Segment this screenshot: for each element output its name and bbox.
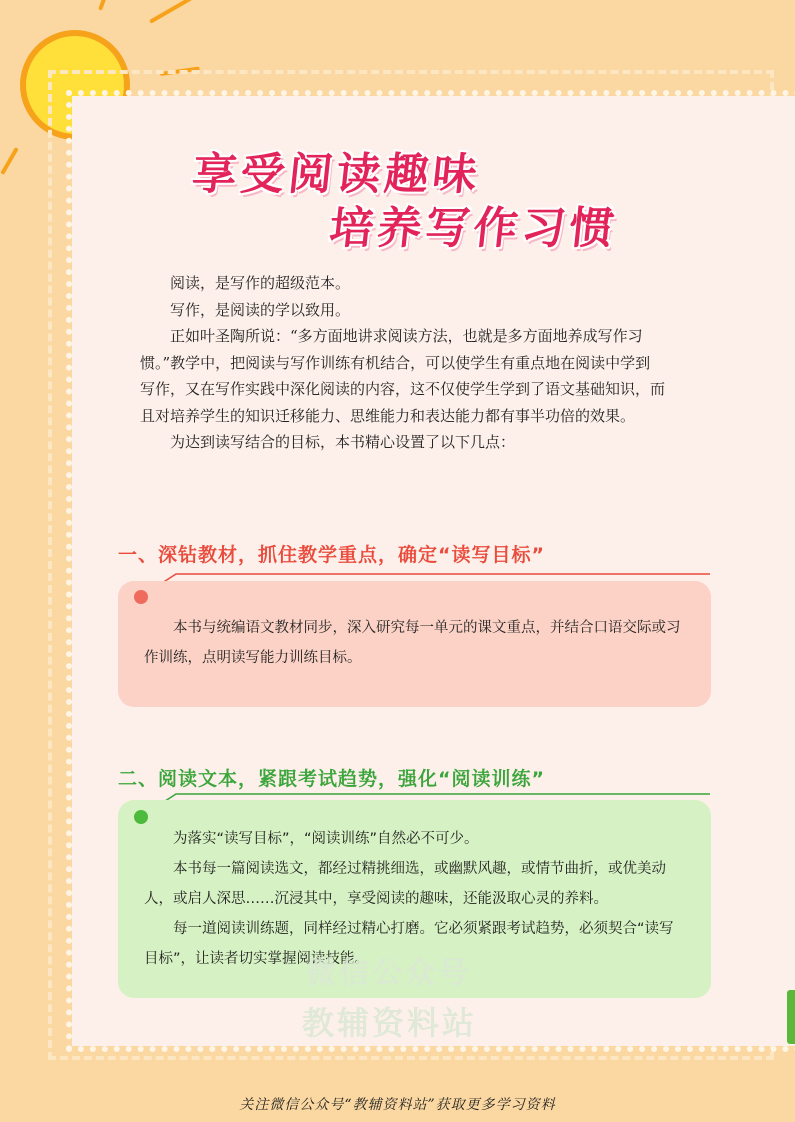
section-2-paragraph: 每一道阅读训练题，同样经过精心打磨。它必须紧跟考试趋势，必须契合“读写目标”，让读者切实掌握阅读技能。 bbox=[144, 921, 674, 967]
section-1-box bbox=[118, 581, 711, 707]
watermark-line-1: 微信公众号 bbox=[306, 956, 471, 991]
watermark-line-2: 教辅资料站 bbox=[302, 1004, 478, 1042]
section-1-heading: 一、深钻教材，抓住教学重点，确定“读写目标” bbox=[118, 544, 545, 566]
footer-note: 关注微信公众号“教辅资料站”获取更多学习资料 bbox=[239, 1097, 556, 1113]
intro-paragraph: 阅读，是写作的超级范本。 bbox=[170, 274, 351, 292]
section-2-paragraph: 为落实“读写目标”，“阅读训练”自然必不可少。 bbox=[173, 831, 479, 847]
sun-ray bbox=[149, 0, 193, 24]
section-2-bullet-dot bbox=[134, 810, 148, 824]
section-2-paragraph: 本书每一篇阅读选文，都经过精挑细选，或幽默风趣，或情节曲折，或优美动人，或启人深思……沉浸其中，享受阅读的趣味，还能汲取心灵的养料。 bbox=[144, 861, 666, 907]
intro-text bbox=[140, 270, 665, 456]
intro-paragraph: 正如叶圣陶所说：“多方面地讲求阅读方法，也就是多方面地养成写作习惯。”教学中，把阅读与写作训练有机结合，可以使学生有重点地在阅读中学到写作，又在写作实践中深化阅读的内容，这不仅使学生学到了语文基础知识，而且对培养学生的知识迁移能力、思维能力和表达能力都有事半功倍的效果。 bbox=[140, 327, 666, 425]
section-2-heading: 二、阅读文本，紧跟考试趋势，强化“阅读训练” bbox=[118, 768, 545, 790]
section-1-bullet-dot bbox=[134, 590, 148, 604]
intro-paragraph: 为达到读写结合的目标，本书精心设置了以下几点： bbox=[170, 433, 516, 451]
title-line-1: 享受阅读趣味 bbox=[189, 149, 484, 200]
edge-tab-decoration bbox=[787, 990, 795, 1044]
intro-paragraph: 写作，是阅读的学以致用。 bbox=[170, 300, 351, 319]
title-line-2: 培养写作习惯 bbox=[326, 203, 621, 254]
sun-ray bbox=[98, 0, 112, 11]
sun-ray bbox=[0, 147, 18, 175]
section-1-body: 本书与统编语文教材同步，深入研究每一单元的课文重点，并结合口语交际或习作训练，点明读写能力训练目标。 bbox=[144, 620, 681, 666]
